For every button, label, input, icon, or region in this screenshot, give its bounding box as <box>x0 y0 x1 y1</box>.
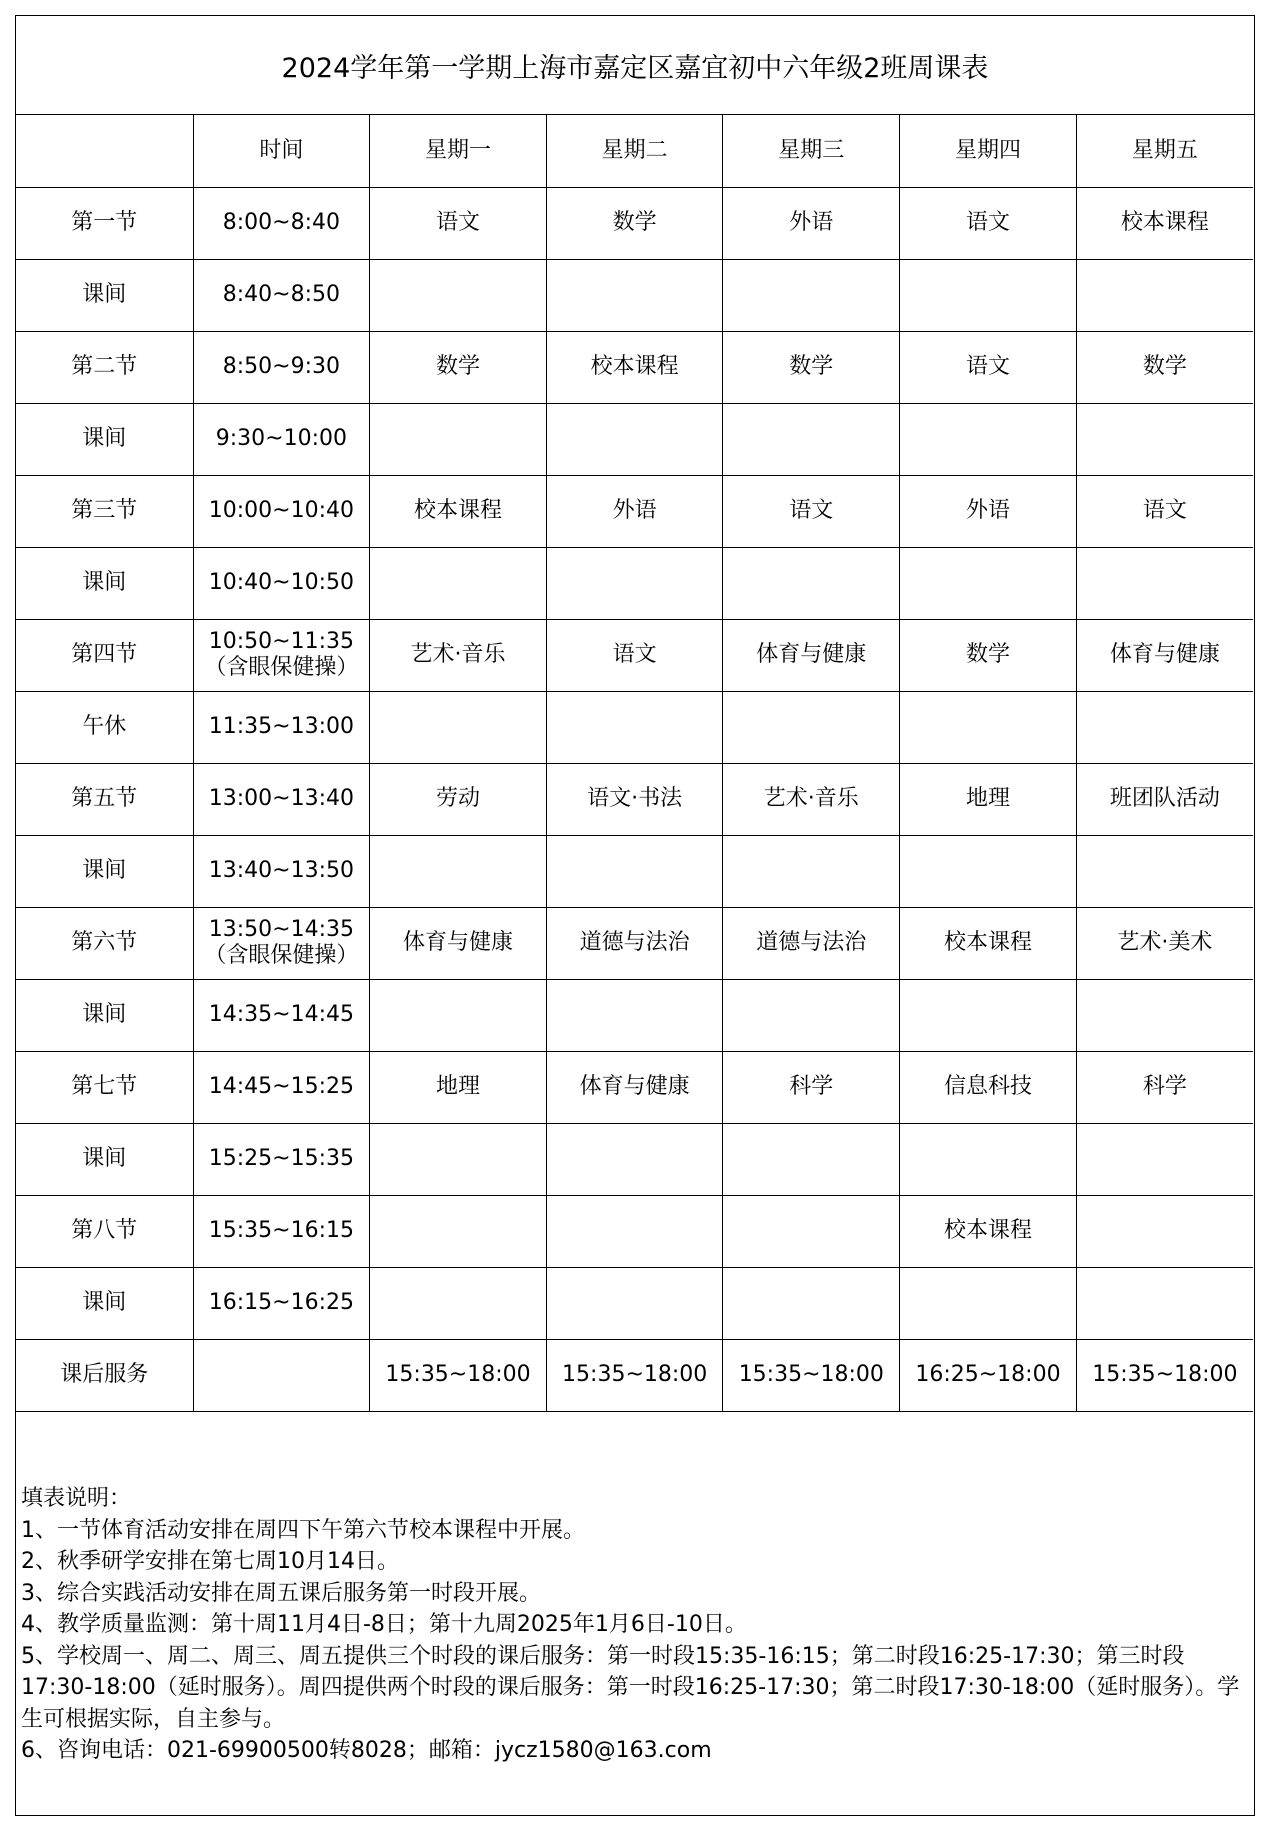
period-cell: 课间 <box>16 259 193 331</box>
time-cell <box>193 1051 370 1123</box>
time-range: 9:30~10:00 <box>215 426 347 451</box>
class-cell <box>546 1267 723 1339</box>
time-cell <box>193 1267 370 1339</box>
time-cell <box>193 1339 370 1411</box>
table-row <box>16 1267 1253 1339</box>
time-range: 13:00~13:40 <box>208 786 354 811</box>
class-cell <box>370 259 547 331</box>
time-range: 10:00~10:40 <box>208 498 354 523</box>
time-range: 14:35~14:45 <box>208 1002 354 1027</box>
class-cell: 语文 <box>1076 475 1253 547</box>
class-cell <box>546 547 723 619</box>
class-cell <box>900 979 1077 1051</box>
time-cell <box>193 547 370 619</box>
class-cell: 外语 <box>900 475 1077 547</box>
class-cell: 地理 <box>900 763 1077 835</box>
time-range: 14:45~15:25 <box>208 1074 354 1099</box>
period-cell: 课间 <box>16 403 193 475</box>
time-cell <box>193 1123 370 1195</box>
class-cell <box>1076 259 1253 331</box>
table-row <box>16 763 1253 835</box>
header-cell: 星期二 <box>546 115 723 187</box>
class-cell <box>546 259 723 331</box>
class-cell <box>900 1267 1077 1339</box>
time-range: 13:50~14:35 <box>208 917 354 942</box>
class-cell <box>370 1123 547 1195</box>
time-range: 13:40~13:50 <box>208 858 354 883</box>
time-cell <box>193 187 370 259</box>
class-cell: 校本课程 <box>1076 187 1253 259</box>
class-cell: 艺术·美术 <box>1076 907 1253 979</box>
period-cell: 课间 <box>16 547 193 619</box>
class-cell: 艺术·音乐 <box>370 619 547 691</box>
time-range: 15:35~16:15 <box>208 1218 354 1243</box>
time-cell <box>193 979 370 1051</box>
header-cell: 星期一 <box>370 115 547 187</box>
header-cell: 星期三 <box>723 115 900 187</box>
class-cell: 数学 <box>723 331 900 403</box>
class-cell: 15:35~18:00 <box>723 1339 900 1411</box>
class-cell <box>900 691 1077 763</box>
class-cell: 数学 <box>546 187 723 259</box>
class-cell <box>723 1267 900 1339</box>
class-cell: 16:25~18:00 <box>900 1339 1077 1411</box>
time-range: 16:15~16:25 <box>208 1290 354 1315</box>
schedule-sheet <box>15 15 1255 1816</box>
class-cell: 语文 <box>900 331 1077 403</box>
class-cell <box>546 835 723 907</box>
table-row <box>16 1051 1253 1123</box>
time-range: 10:40~10:50 <box>208 570 354 595</box>
header-cell: 星期五 <box>1076 115 1253 187</box>
class-cell: 体育与健康 <box>370 907 547 979</box>
period-cell: 第六节 <box>16 907 193 979</box>
class-cell: 劳动 <box>370 763 547 835</box>
class-cell: 外语 <box>546 475 723 547</box>
period-cell: 课间 <box>16 1123 193 1195</box>
period-cell: 第五节 <box>16 763 193 835</box>
class-cell: 语文 <box>723 475 900 547</box>
timetable-body <box>16 115 1253 1411</box>
table-row <box>16 619 1253 691</box>
notes-section <box>21 1483 1246 1767</box>
time-range: 8:40~8:50 <box>222 282 340 307</box>
class-cell: 数学 <box>370 331 547 403</box>
period-cell: 午休 <box>16 691 193 763</box>
class-cell <box>370 835 547 907</box>
header-cell <box>16 115 193 187</box>
class-cell <box>723 547 900 619</box>
time-cell <box>193 691 370 763</box>
table-row <box>16 547 1253 619</box>
class-cell <box>723 835 900 907</box>
class-cell <box>370 691 547 763</box>
class-cell: 15:35~18:00 <box>546 1339 723 1411</box>
table-row <box>16 259 1253 331</box>
class-cell <box>1076 691 1253 763</box>
period-cell: 第三节 <box>16 475 193 547</box>
period-cell: 课间 <box>16 1267 193 1339</box>
class-cell <box>900 547 1077 619</box>
time-cell <box>193 619 370 691</box>
table-row <box>16 979 1253 1051</box>
class-cell <box>1076 403 1253 475</box>
class-cell <box>370 547 547 619</box>
class-cell: 体育与健康 <box>1076 619 1253 691</box>
table-row <box>16 331 1253 403</box>
table-row <box>16 907 1253 979</box>
note-line: 3、综合实践活动安排在周五课后服务第一时段开展。 <box>21 1580 541 1606</box>
class-cell <box>546 979 723 1051</box>
time-cell <box>193 403 370 475</box>
class-cell: 数学 <box>1076 331 1253 403</box>
class-cell <box>546 403 723 475</box>
class-cell <box>1076 1123 1253 1195</box>
table-row <box>16 403 1253 475</box>
class-cell: 道德与法治 <box>723 907 900 979</box>
period-cell: 第七节 <box>16 1051 193 1123</box>
class-cell: 数学 <box>900 619 1077 691</box>
table-row <box>16 835 1253 907</box>
class-cell: 班团队活动 <box>1076 763 1253 835</box>
class-cell: 体育与健康 <box>723 619 900 691</box>
time-range: 8:00~8:40 <box>222 210 340 235</box>
class-cell: 15:35~18:00 <box>370 1339 547 1411</box>
time-range: 15:25~15:35 <box>208 1146 354 1171</box>
table-row <box>16 691 1253 763</box>
class-cell: 地理 <box>370 1051 547 1123</box>
period-cell: 第一节 <box>16 187 193 259</box>
class-cell <box>1076 547 1253 619</box>
class-cell: 科学 <box>1076 1051 1253 1123</box>
class-cell <box>1076 1267 1253 1339</box>
class-cell <box>1076 835 1253 907</box>
class-cell: 语文 <box>546 619 723 691</box>
time-cell <box>193 475 370 547</box>
class-cell: 校本课程 <box>370 475 547 547</box>
period-cell: 第四节 <box>16 619 193 691</box>
class-cell: 体育与健康 <box>546 1051 723 1123</box>
time-cell <box>193 259 370 331</box>
class-cell <box>900 259 1077 331</box>
class-cell: 15:35~18:00 <box>1076 1339 1253 1411</box>
table-row <box>16 187 1253 259</box>
time-cell <box>193 907 370 979</box>
time-cell <box>193 835 370 907</box>
class-cell <box>370 403 547 475</box>
class-cell: 艺术·音乐 <box>723 763 900 835</box>
class-cell: 语文·书法 <box>546 763 723 835</box>
period-cell: 第二节 <box>16 331 193 403</box>
class-cell: 校本课程 <box>900 1195 1077 1267</box>
note-line: 6、咨询电话：021-69900500转8028；邮箱：jycz1580@163.com <box>21 1738 712 1763</box>
class-cell <box>370 1267 547 1339</box>
class-cell: 校本课程 <box>900 907 1077 979</box>
time-range: 8:50~9:30 <box>222 354 340 379</box>
time-cell <box>193 331 370 403</box>
table-row <box>16 1123 1253 1195</box>
time-note: （含眼保健操） <box>204 943 359 968</box>
period-cell: 课后服务 <box>16 1339 193 1411</box>
note-line: 5、学校周一、周二、周三、周五提供三个时段的课后服务：第一时段15:35-16:15；第二时段16:25-17:30；第三时段17:30-18:00（延时服务）。周四提供两个时段的课后服务：第一时段16:25-17:30；第二时段17:30-18:00（延时服务）。学生可根据实际，自主参与。 <box>21 1643 1240 1732</box>
time-cell <box>193 763 370 835</box>
class-cell: 信息科技 <box>900 1051 1077 1123</box>
class-cell: 道德与法治 <box>546 907 723 979</box>
class-cell <box>723 1195 900 1267</box>
class-cell <box>723 403 900 475</box>
class-cell <box>1076 1195 1253 1267</box>
class-cell: 外语 <box>723 187 900 259</box>
class-cell: 校本课程 <box>546 331 723 403</box>
class-cell <box>546 691 723 763</box>
class-cell <box>723 1123 900 1195</box>
class-cell: 科学 <box>723 1051 900 1123</box>
class-cell <box>723 979 900 1051</box>
notes-heading: 填表说明： <box>21 1486 132 1511</box>
table-row <box>16 1339 1253 1411</box>
header-cell: 星期四 <box>900 115 1077 187</box>
time-range: 10:50~11:35 <box>208 629 354 654</box>
period-cell: 课间 <box>16 979 193 1051</box>
class-cell <box>546 1195 723 1267</box>
note-line: 1、一节体育活动安排在周四下午第六节校本课程中开展。 <box>21 1517 585 1543</box>
class-cell <box>370 979 547 1051</box>
note-line: 2、秋季研学安排在第七周10月14日。 <box>21 1549 399 1574</box>
time-range: 11:35~13:00 <box>208 714 354 739</box>
header-cell: 时间 <box>193 115 370 187</box>
note-line: 4、教学质量监测：第十周11月4日-8日；第十九周2025年1月6日-10日。 <box>21 1612 747 1637</box>
header-row <box>16 115 1253 187</box>
class-cell <box>900 1123 1077 1195</box>
class-cell <box>900 403 1077 475</box>
time-note: （含眼保健操） <box>204 655 359 680</box>
table-row <box>16 1195 1253 1267</box>
table-row <box>16 475 1253 547</box>
class-cell <box>1076 979 1253 1051</box>
period-cell: 课间 <box>16 835 193 907</box>
class-cell <box>546 1123 723 1195</box>
time-cell <box>193 1195 370 1267</box>
class-cell <box>723 691 900 763</box>
page-title: 2024学年第一学期上海市嘉定区嘉宜初中六年级2班周课表 <box>16 16 1254 115</box>
class-cell: 语文 <box>370 187 547 259</box>
class-cell: 语文 <box>900 187 1077 259</box>
class-cell <box>900 835 1077 907</box>
period-cell: 第八节 <box>16 1195 193 1267</box>
timetable <box>16 115 1253 1412</box>
class-cell <box>723 259 900 331</box>
class-cell <box>370 1195 547 1267</box>
